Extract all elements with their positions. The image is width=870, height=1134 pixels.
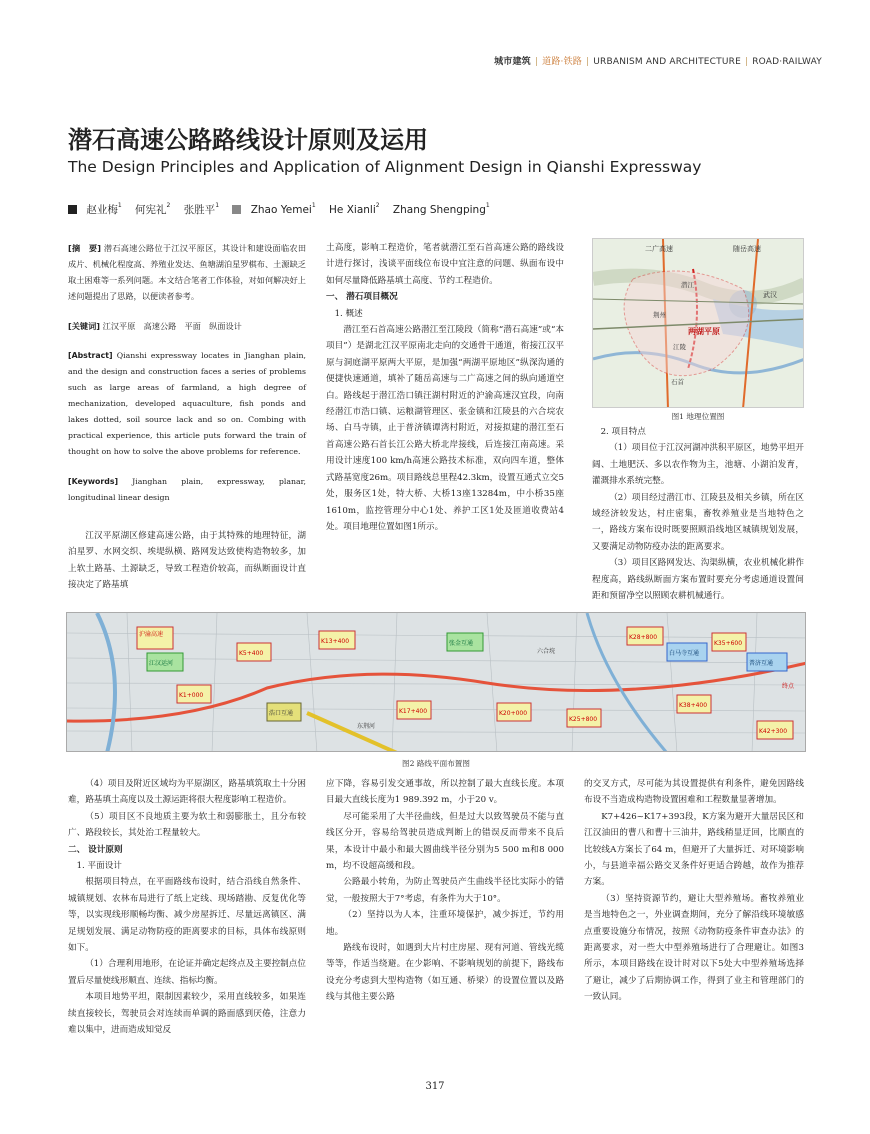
- section-heading: 二、 设计原则: [68, 844, 123, 855]
- body-column-bottom-3: [584, 776, 804, 1006]
- route-plan-graphic: [67, 613, 806, 752]
- intro-paragraph: 江汉平原湖区修建高速公路，由于其特殊的地理特征，湖泊星罗、水网交织、埃堤纵横、路网发达致使构造物较多，加上软土路基、土源缺乏，导致工程造价较高，而纵断面设计直接决定了路基填: [68, 531, 306, 591]
- header-section: 城市建筑: [494, 57, 531, 67]
- route-label: K5+400: [239, 650, 264, 657]
- abstract-cn: [68, 240, 306, 304]
- body-paragraph: （1）合理利用地形，在论证并确定起终点及主要控制点位置后尽量使线形顺直、连续、指标均衡。: [68, 959, 306, 986]
- body-paragraph: 本项目地势平坦，限制因素较少，采用直线较多，如果连续直接较长，驾驶员会对连续而单调的路面感到厌倦，注意力难以集中，进而造成知觉反: [68, 992, 306, 1036]
- route-label: 沪渝高速: [139, 631, 164, 638]
- body-paragraph: （4）项目及附近区域均为平原湖区，路基填筑取土十分困难，路基填土高度以及土源运距将很大程度影响工程造价。: [68, 779, 306, 806]
- body-paragraph: （1）项目位于江汉河湖冲洪积平原区，地势平坦开阔、土地肥沃、多以农作物为主，池塘、小湖泊发育，灌溉排水系统完整。: [592, 443, 804, 487]
- map-label: 潜江: [681, 281, 694, 289]
- map-label: 二广高速: [645, 245, 673, 253]
- route-label: K13+400: [321, 638, 350, 645]
- abstract-en-text: Qianshi expressway locates in Jianghan plain, and the design and construction faces a series of problems such as large areas of farmland, a high degree of mechanization, developed aquaculture, fish ponds and lakes dotted, soil source lack and so on. Combing with practical experience, this article puts forward the train of thought on how to solve the above problems for reference.: [68, 351, 306, 456]
- map-label: 随岳高速: [733, 245, 761, 253]
- author-sup: 2: [375, 202, 380, 209]
- figure-2-caption: 图2 路线平面布置图: [402, 759, 470, 768]
- author-sup: 1: [117, 202, 122, 209]
- body-paragraph: （3）项目区路网发达、沟渠纵横，农业机械化耕作程度高，路线纵断面方案布置时要充分考虑通道设置间距和预留净空以照顾农耕机械通行。: [592, 558, 804, 602]
- route-label: K35+600: [714, 640, 743, 647]
- body-column-bottom-2: [326, 776, 564, 1006]
- body-paragraph: 路线布设时，如遇到大片村庄房屋、现有河道、管线光缆等等，作适当绕避。在少影响、不影响规划的前提下，路线布设充分考虑到大型构造物（如互通、桥梁）的设置位置以及路线与其他主要公路: [326, 943, 564, 1003]
- route-label: 东荆河: [357, 723, 376, 730]
- author-cn-3: 张胜平: [183, 204, 216, 216]
- subsection-heading: 1. 平面设计: [76, 861, 122, 872]
- abstract-cn-text: 潜石高速公路位于江汉平原区，其设计和建设面临农田成片、机械化程度高、养殖业发达、鱼塘湖泊星罗棋布、土源缺乏取土困难等一系列问题。本文结合笔者工作体验，对如何解决好上述问题提出了思路，以便读者参考。: [68, 243, 307, 301]
- route-label: K38+400: [679, 702, 708, 709]
- body-paragraph: （2）项目经过潜江市、江陵县及相关乡镇，所在区域经济较发达，村庄密集，畜牧养殖业是当地特色之一，路线方案布设时既要照顾沿线地区城镇规划发展，又要满足动物防疫办法的距离要求。: [592, 492, 804, 552]
- author-cn-1: 赵业梅: [86, 204, 118, 216]
- route-label: 六合垸: [537, 648, 556, 655]
- body-paragraph: 尽可能采用了大半径曲线，但是过大以致驾驶员不能与直线区分开，容易给驾驶员造成判断上的错误反而带来不良后果，本设计中最小和最大圆曲线半径分别为5 500 m和8 000 m，均不设超高缓和段。: [326, 811, 564, 872]
- author-en-1: Zhao Yemei: [250, 204, 312, 216]
- running-header: 城市建筑 | 道路·铁路 | URBANISM AND ARCHITECTURE | ROAD·RAILWAY: [494, 57, 822, 67]
- body-column-2: [326, 240, 564, 535]
- route-label: 江汉运河: [149, 660, 174, 667]
- map-label: 江陵: [673, 343, 686, 351]
- abstract-column: [68, 240, 306, 594]
- subsection-heading: 2. 项目特点: [600, 427, 646, 437]
- figure-2-route-plan: [66, 612, 806, 752]
- body-column-bottom-1: [68, 776, 306, 1039]
- body-paragraph: 的交叉方式，尽可能为其设置提供有利条件，避免因路线布设不当造成构造物设置困难和工程数量显著增加。: [584, 779, 804, 806]
- author-cn-2: 何宪礼: [135, 204, 167, 216]
- body-paragraph: （2）坚持以为人本，注重环境保护，减少拆迁，节约用地。: [326, 910, 564, 937]
- page-number: 317: [425, 1081, 445, 1092]
- author-sup: 1: [215, 202, 220, 209]
- body-paragraph: 公路最小转角，为防止驾驶员产生曲线半径比实际小的错觉，一般按照大于7°考虑，有条件为大于10°。: [326, 877, 564, 904]
- square-bullet-icon: [232, 205, 241, 214]
- keywords-cn-label: [关键词]: [68, 321, 101, 331]
- body-paragraph: 应下降，容易引发交通事故，所以控制了最大直线长度。本项目最大直线长度为1 989.392 m，小于20 v。: [326, 779, 564, 806]
- square-bullet-icon: [68, 205, 77, 214]
- body-column-3: [592, 424, 804, 604]
- author-sup: 2: [166, 202, 171, 209]
- keywords-cn: [68, 318, 306, 334]
- route-label: K25+800: [569, 716, 598, 723]
- body-paragraph: （3）坚持资源节约，避让大型养殖场。畜牧养殖业是当地特色之一，外业调查期间，充分了解沿线环境敏感点重要设施分布情况，按照《动物防疫条件审查办法》的距离要求，对一些大中型养殖场进行了合理避让。如图3所示，本项目路线在设计时对以下5处大中型养殖场选择了避让，减少了后期协调工作，得到了业主和管理部门的一致认同。: [584, 893, 804, 1003]
- route-label: K17+400: [399, 708, 428, 715]
- article-title-en: The Design Principles and Application of Alignment Design in Qianshi Expressway: [68, 158, 702, 176]
- map-label: 武汉: [763, 291, 777, 299]
- figure-1-location-map: [592, 238, 804, 408]
- author-sup: 1: [485, 202, 490, 209]
- abstract-cn-label: [摘 要]: [68, 243, 102, 253]
- header-section-en: URBANISM AND ARCHITECTURE: [593, 57, 741, 67]
- body-paragraph: 潜江至石首高速公路潜江至江陵段（简称“潜石高速”或“本项目”）是湖北江汉平原南北走向的交通骨干通道，衔接江汉平原与洞庭湖平原两大平原，是加强“两湖平原地区”纵深沟通的便捷快速通道，填补了随岳高速与二广高速之间的纵向通道空白。路线起于潜江浩口镇汪湖村附近的沪渝高速汉宜段，向南经潜江市浩口镇、运粮湖管理区、张金镇和江陵县的六合垸农场、白马寺镇，止于普济镇谭湾村附近，对接拟建的潜江至石首高速公路石首长江公路大桥北岸接线，后连接江南高速。采用设计速度100 km/h高速公路技术标准，双向四车道，整体式路基宽度26m。项目路线总里程42.3km，设置互通式立交5处，服务区1处，特大桥、大桥13座13284m，中小桥35座1610m，监控管理分中心1处、养护工区1处及匝道收费站4处。项目地理位置如图1所示。: [326, 325, 564, 532]
- abstract-en-label: [Abstract]: [68, 351, 113, 360]
- route-label: K20+000: [499, 710, 528, 717]
- route-label: 白马寺互通: [669, 650, 700, 657]
- abstract-en: [68, 348, 306, 460]
- section-heading: 一、 潜石项目概况: [326, 292, 398, 303]
- keywords-en-label: [Keywords]: [68, 477, 119, 486]
- author-sup: 1: [311, 202, 316, 209]
- author-line: [68, 202, 500, 217]
- header-subsection: 道路·铁路: [542, 57, 582, 67]
- map-label: 荆州: [653, 311, 666, 319]
- body-paragraph: 根据项目特点，在平面路线布设时，结合沿线自然条件、城镇规划、农林布局进行了纸上定线、现场踏勘、反复优化等等，以实现线形顺畅均衡、减少房屋拆迁、尽量远离镇区、满足规划发展、满足动物防疫的距离要求的目标，具体布线原则如下。: [68, 877, 306, 954]
- route-label: 张金互通: [449, 640, 474, 647]
- keywords-cn-text: 江汉平原 高速公路 平面 纵面设计: [102, 321, 242, 331]
- route-label: K28+800: [629, 634, 658, 641]
- keywords-en-text: Jianghan plain, expressway, planar, longitudinal linear design: [68, 477, 307, 502]
- subsection-heading: 1. 概述: [334, 308, 363, 319]
- keywords-en: [68, 474, 306, 506]
- figure-1-caption: 图1 地理位置图: [671, 412, 725, 421]
- route-label: 浩口互通: [269, 710, 294, 717]
- author-en-2: He Xianli: [329, 204, 376, 216]
- location-map-graphic: [593, 239, 804, 408]
- header-subsection-en: ROAD·RAILWAY: [752, 57, 822, 67]
- author-en-3: Zhang Shengping: [392, 204, 486, 216]
- article-title-cn: 潜石高速公路路线设计原则及运用: [68, 126, 428, 154]
- route-label: 终点: [782, 683, 795, 690]
- body-paragraph: K7+426~K17+393段，K方案为避开大量居民区和江汉油田的曹八和曹十三油井，路线稍显迂回，比顺直的比较线A方案长了64 m，但避开了大量拆迁、对环境影响小，与县道幸福公路交叉条件好更适合跨越，故作为推荐方案。: [584, 811, 804, 888]
- map-label: 石首: [671, 378, 684, 386]
- route-label: K1+000: [179, 692, 204, 699]
- body-paragraph: 土高度，影响工程造价，笔者就潜江至石首高速公路的路线设计进行探讨，浅谈平面线位布设中宜注意的问题、纵面布设中如何尽量降低路基填土高度、节约工程造价。: [326, 243, 564, 286]
- route-label: K42+300: [759, 728, 788, 735]
- map-label: 两湖平原: [688, 326, 720, 336]
- body-paragraph: （5）项目区不良地质主要为软土和弱膨胀土，且分布较广、路段较长，其处治工程量较大。: [68, 811, 306, 839]
- route-label: 普济互通: [749, 660, 774, 667]
